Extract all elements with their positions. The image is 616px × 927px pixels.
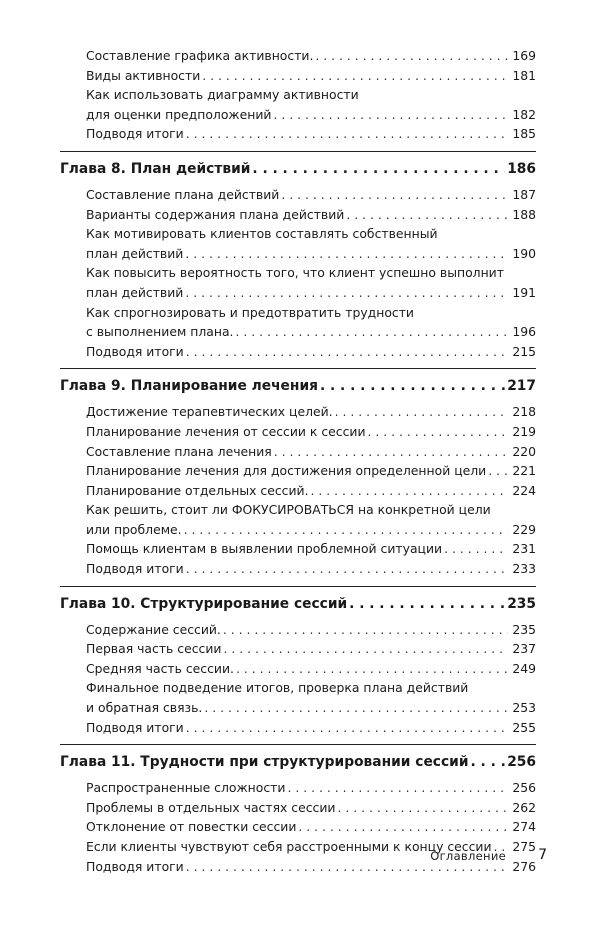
toc-entry-page-number: 215 [512, 343, 536, 359]
toc-entry-page-number: 187 [512, 186, 536, 202]
toc-entry-line [86, 85, 536, 105]
toc-entry-line [86, 205, 536, 225]
toc-entry-title: Составление плана лечения [86, 443, 272, 459]
toc-entry-page-number: 275 [512, 839, 536, 854]
toc-entry[interactable] [86, 817, 536, 837]
toc-entry[interactable] [86, 798, 536, 818]
toc-entry-page-number: 181 [512, 67, 536, 83]
toc-entry-title: Планирование лечения для достижения определенной цели [86, 463, 487, 479]
toc-entry[interactable] [86, 659, 536, 679]
toc-entry[interactable] [86, 46, 536, 66]
dot-leader [202, 66, 508, 86]
toc-entry-line [86, 520, 536, 540]
dot-leader [337, 798, 508, 818]
toc-entry[interactable] [86, 303, 536, 342]
toc-entry-line [86, 422, 536, 442]
toc-entry-title: Составление графика активности. [86, 48, 314, 63]
toc-entry-line [86, 244, 536, 264]
toc-entry-page-number: 185 [512, 126, 536, 142]
dot-leader [186, 342, 509, 362]
toc-entry-line [86, 481, 536, 501]
toc-entry-line [86, 778, 536, 798]
toc-entry[interactable] [86, 620, 536, 640]
toc-entry-page-number: 169 [512, 48, 536, 63]
toc-entry-title: Как повысить вероятность того, что клиент успешно выполнит [86, 265, 504, 281]
chapter-title: Глава 8. План действий [60, 160, 251, 177]
dot-leader [185, 283, 508, 303]
dot-leader [311, 481, 509, 501]
toc-entry-page-number: 182 [512, 106, 536, 122]
toc-entry-page-number: 255 [512, 719, 536, 735]
toc-entry-title: Отклонение от повестки сессии [86, 819, 297, 835]
toc-entry-line [86, 639, 536, 659]
toc-entry[interactable] [86, 263, 536, 302]
toc-entry-line [86, 817, 536, 837]
toc-entry-title: Проблемы в отдельных частях сессии [86, 799, 336, 815]
page-footer [0, 847, 616, 867]
toc-entry-line [86, 659, 536, 679]
toc-entry-title: или проблеме. [86, 521, 182, 537]
toc-entry-line [86, 620, 536, 640]
toc-entry-line [86, 718, 536, 738]
toc-entry-title: Достижение терапевтических целей. [86, 404, 333, 420]
toc-entry[interactable] [86, 539, 536, 559]
toc-entry[interactable] [86, 500, 536, 539]
chapter-page-number: 186 [507, 160, 536, 177]
toc-entry-line [86, 105, 536, 125]
toc-entry-page-number: 221 [512, 463, 536, 479]
chapter-page-number: 235 [507, 595, 536, 612]
toc-entry-line [86, 322, 536, 342]
toc-entry-page-number: 188 [512, 206, 536, 222]
toc-entry-title: Если клиенты чувствуют себя расстроенными к концу сессии [86, 839, 492, 854]
toc-entry-line [86, 402, 536, 422]
toc-entry-line [86, 798, 536, 818]
toc-entry-title: Варианты содержания плана действий [86, 206, 345, 222]
toc-entry-page-number: 219 [512, 423, 536, 439]
toc-entry-page-number: 229 [512, 521, 536, 537]
dot-leader [320, 375, 505, 397]
toc-entry-page-number: 237 [512, 641, 536, 657]
toc-entry[interactable] [86, 205, 536, 225]
toc-entry-page-number: 224 [512, 482, 536, 498]
toc-entry-line [86, 539, 536, 559]
dot-leader [281, 185, 508, 205]
toc-entry-title: Планирование отдельных сессий. [86, 482, 309, 498]
toc-entry-line [86, 442, 536, 462]
toc-entry-title: Подводя итоги [86, 126, 184, 142]
toc-entry[interactable] [86, 224, 536, 263]
dot-leader [368, 422, 509, 442]
toc-entry[interactable] [86, 718, 536, 738]
toc-entry-page-number: 190 [512, 245, 536, 261]
toc-entry-title: Распространенные сложности [86, 780, 286, 796]
chapter-heading[interactable] [60, 751, 536, 773]
chapter-heading[interactable] [60, 593, 536, 615]
toc-entry-title: Виды активности [86, 67, 201, 83]
toc-entry-line [86, 559, 536, 579]
toc-entry-title: Средняя часть сессии. [86, 660, 234, 676]
toc-entry-title: Как решить, стоит ли ФОКУСИРОВАТЬСЯ на конкретной цели [86, 502, 491, 518]
dot-leader [186, 124, 509, 144]
toc-entry-title: Как мотивировать клиентов составлять собственный [86, 226, 438, 242]
chapter-title: Глава 10. Структурирование сессий [60, 595, 348, 612]
dot-leader [273, 105, 508, 125]
dot-leader [488, 461, 508, 481]
toc-entry-title: Подводя итоги [86, 343, 184, 359]
chapter-title: Глава 9. Планирование лечения [60, 378, 318, 395]
dot-leader [444, 539, 508, 559]
toc-entry-title: Подводя итоги [86, 858, 184, 874]
toc-entry[interactable] [86, 422, 536, 442]
dot-leader [223, 620, 508, 640]
toc-entry-title: Планирование лечения от сессии к сессии [86, 423, 366, 439]
toc-entry-page-number: 253 [512, 700, 536, 716]
toc-entry-title: Как спрогнозировать и предотвратить трудности [86, 304, 414, 320]
toc-entry-title: с выполнением плана. [86, 324, 234, 340]
table-of-contents [0, 46, 616, 876]
toc-entry-title: план действий [86, 284, 184, 300]
toc-entry[interactable] [86, 442, 536, 462]
toc-entry[interactable] [86, 678, 536, 717]
dot-leader [186, 559, 509, 579]
toc-entry-page-number: 191 [512, 284, 536, 300]
toc-entry-line [86, 283, 536, 303]
toc-entry-line [86, 698, 536, 718]
toc-entry-page-number: 276 [512, 858, 536, 874]
dot-leader [315, 46, 508, 66]
dot-leader [252, 158, 505, 180]
toc-entry-line [86, 124, 536, 144]
dot-leader [185, 244, 508, 264]
toc-entry-page-number: 256 [512, 780, 536, 796]
toc-entry-title: Как использовать диаграмму активности [86, 87, 359, 103]
toc-entry[interactable] [86, 481, 536, 501]
toc-entry-page-number: 220 [512, 443, 536, 459]
dot-leader [298, 817, 508, 837]
chapter-title: Глава 11. Трудности при структурировании сессий [60, 754, 469, 771]
toc-entry-page-number: 196 [512, 324, 536, 340]
toc-entry-line [86, 66, 536, 86]
toc-entry-line [86, 303, 536, 323]
toc-entry-line [86, 263, 536, 283]
chapter-page-number: 217 [507, 378, 536, 395]
toc-entry[interactable] [86, 402, 536, 422]
toc-entry-page-number: 235 [512, 621, 536, 637]
toc-entry-title: Составление плана действий [86, 186, 280, 202]
toc-entry[interactable] [86, 185, 536, 205]
dot-leader [186, 718, 509, 738]
dot-leader [346, 205, 508, 225]
toc-entry-title: для оценки предположений [86, 106, 272, 122]
toc-entry[interactable] [86, 461, 536, 481]
toc-entry-line [86, 500, 536, 520]
toc-entry[interactable] [86, 639, 536, 659]
dot-leader [235, 322, 508, 342]
running-footer-title: Оглавление [430, 849, 506, 863]
dot-leader [287, 778, 508, 798]
chapter-page-number: 256 [507, 754, 536, 771]
toc-entry-title: Первая часть сессии [86, 641, 222, 657]
toc-entry-page-number: 274 [512, 819, 536, 835]
toc-entry-line [86, 678, 536, 698]
toc-entry-page-number: 262 [512, 799, 536, 815]
toc-entry-line [86, 46, 536, 66]
toc-entry-line [86, 224, 536, 244]
toc-entry[interactable] [86, 342, 536, 362]
toc-entry-line [86, 185, 536, 205]
toc-entry-page-number: 218 [512, 404, 536, 420]
toc-entry[interactable] [86, 85, 536, 124]
toc-entry[interactable] [86, 66, 536, 86]
toc-entry[interactable] [86, 778, 536, 798]
dot-leader [204, 698, 508, 718]
toc-entry[interactable] [86, 559, 536, 579]
toc-entry-page-number: 231 [512, 541, 536, 557]
toc-entry-page-number: 249 [512, 660, 536, 676]
dot-leader [236, 659, 508, 679]
page-number: 7 [538, 847, 547, 863]
toc-entry-page-number: 233 [512, 561, 536, 577]
toc-entry[interactable] [86, 124, 536, 144]
toc-entry-title: Содержание сессий. [86, 621, 221, 637]
dot-leader [471, 751, 506, 773]
toc-entry-line [86, 342, 536, 362]
chapter-heading[interactable] [60, 375, 536, 397]
toc-entry-title: Помощь клиентам в выявлении проблемной ситуации [86, 541, 443, 557]
dot-leader [349, 593, 505, 615]
dot-leader [335, 402, 509, 422]
dot-leader [274, 442, 509, 462]
toc-entry-line [86, 461, 536, 481]
dot-leader [184, 520, 509, 540]
chapter-heading[interactable] [60, 158, 536, 180]
toc-entry-title: Финальное подведение итогов, проверка плана действий [86, 680, 469, 696]
toc-entry-title: Подводя итоги [86, 719, 184, 735]
dot-leader [223, 639, 508, 659]
toc-entry-title: и обратная связь. [86, 700, 203, 716]
toc-entry-title: Подводя итоги [86, 561, 184, 577]
toc-entry-title: план действий [86, 245, 184, 261]
